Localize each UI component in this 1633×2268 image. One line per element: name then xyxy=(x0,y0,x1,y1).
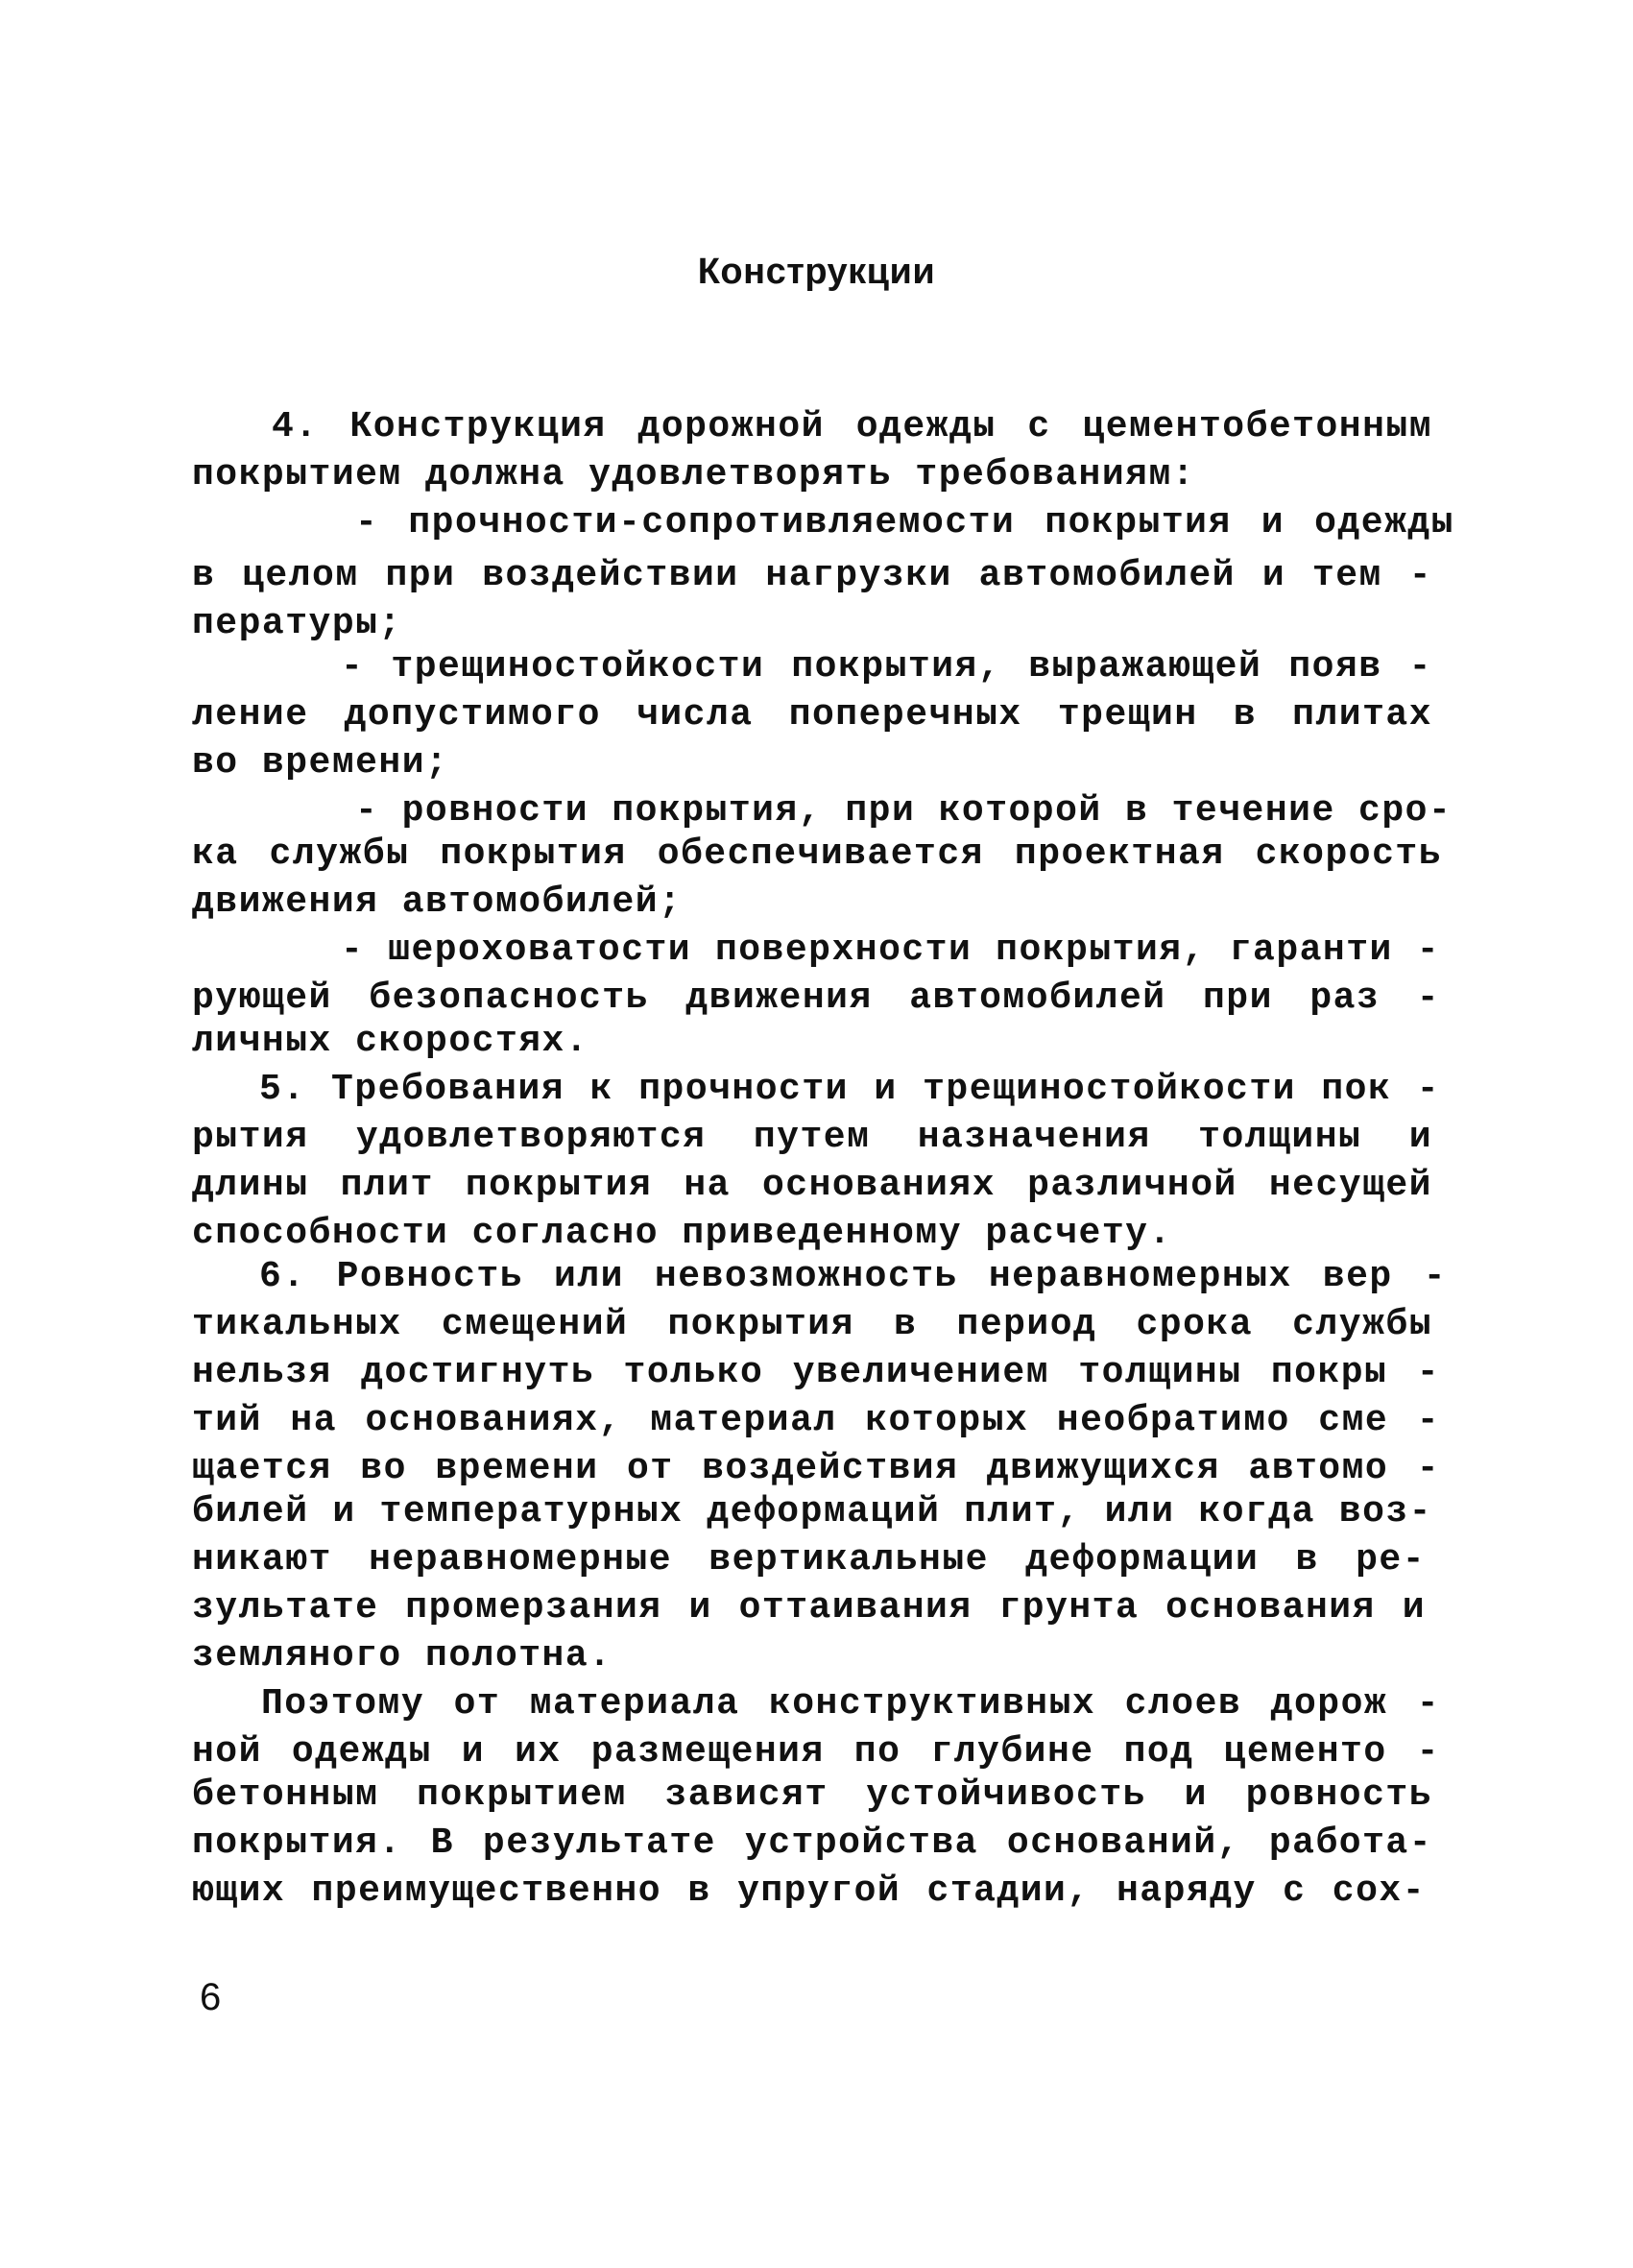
text-line: ной одежды и их размещения по глубине под цементо - xyxy=(192,1731,1440,1773)
text-line: покрытием должна удовлетворять требованиям: xyxy=(192,454,1196,495)
text-line: нельзя достигнуть только увеличением толщины покры - xyxy=(192,1352,1440,1393)
text-line: тикальных смещений покрытия в период срока службы xyxy=(192,1304,1432,1345)
text-line: ление допустимого числа поперечных трещин в плитах xyxy=(192,694,1432,736)
page-number: 6 xyxy=(200,1976,222,2018)
text-line: движения автомобилей; xyxy=(192,881,683,923)
text-line: ка службы покрытия обеспечивается проектная скорость xyxy=(192,833,1442,875)
text-line: - шероховатости поверхности покрытия, гаранти - xyxy=(341,929,1440,971)
text-line: личных скоростях. xyxy=(192,1021,589,1062)
text-line: 4. Конструкция дорожной одежды с цементобетонным xyxy=(272,406,1432,447)
text-line: рытия удовлетворяются путем назначения толщины и xyxy=(192,1117,1432,1158)
text-line: способности согласно приведенному расчету. xyxy=(192,1213,1172,1254)
text-line: зультате промерзания и оттаивания грунта основания и xyxy=(192,1587,1426,1629)
text-line: длины плит покрытия на основаниях различной несущей xyxy=(192,1165,1432,1206)
text-line: пературы; xyxy=(192,603,402,644)
text-line: щается во времени от воздействия движущихся автомо - xyxy=(192,1448,1440,1489)
text-line: рующей безопасность движения автомобилей при раз - xyxy=(192,977,1440,1019)
text-line: Поэтому от материала конструктивных слоев дорож - xyxy=(261,1683,1440,1725)
text-line: 6. Ровность или невозможность неравномерных вер - xyxy=(259,1256,1447,1297)
text-line: - прочности-сопротивляемости покрытия и одежды xyxy=(355,502,1454,543)
text-line: - трещиностойкости покрытия, выражающей появ - xyxy=(341,646,1432,688)
text-line: покрытия. В результате устройства оснований, работа- xyxy=(192,1822,1432,1864)
text-line: - ровности покрытия, при которой в течение сро- xyxy=(355,790,1453,832)
text-line: никают неравномерные вертикальные деформации в ре- xyxy=(192,1539,1426,1580)
section-heading: Конструкции xyxy=(697,252,936,292)
text-line: земляного полотна. xyxy=(192,1635,612,1677)
text-line: билей и температурных деформаций плит, или когда воз- xyxy=(192,1491,1432,1532)
text-line: бетонным покрытием зависят устойчивость и ровность xyxy=(192,1774,1432,1816)
text-line: в целом при воздействии нагрузки автомобилей и тем - xyxy=(192,555,1432,596)
text-line: тий на основаниях, материал которых необратимо сме - xyxy=(192,1400,1440,1441)
text-line: 5. Требования к прочности и трещиностойкости пок - xyxy=(259,1069,1440,1110)
text-line: во времени; xyxy=(192,742,449,784)
text-line: ющих преимущественно в упругой стадии, наряду с сох- xyxy=(192,1870,1426,1912)
